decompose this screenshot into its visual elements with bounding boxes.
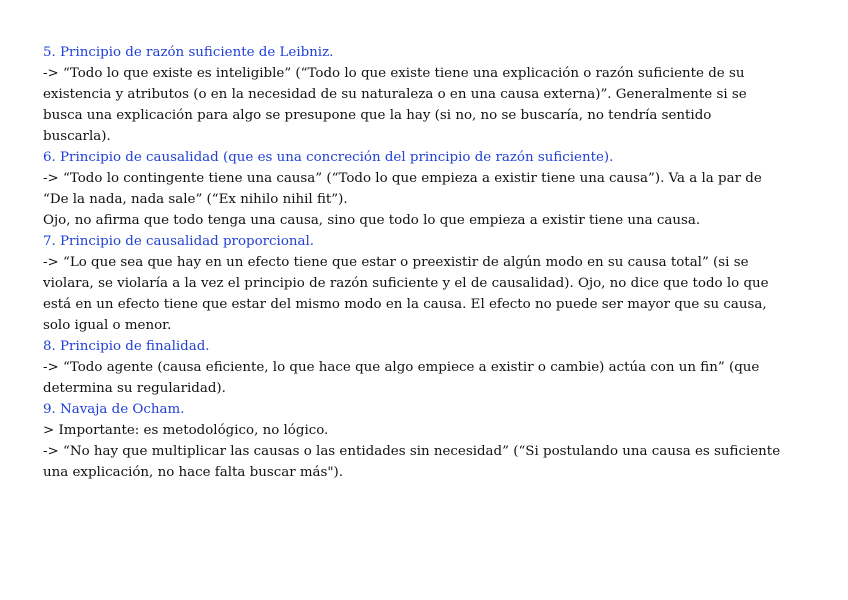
heading-causalidad-proporcional: 7. Principio de causalidad proporcional. <box>43 234 315 249</box>
heading-navaja-ocham: 9. Navaja de Ocham. <box>43 402 185 417</box>
text-line: -> “Todo lo que existe es inteligible” (“Todo lo que existe tiene una explicación o razón suficiente de su <box>43 66 745 81</box>
document-body <box>43 42 813 483</box>
text-line: violara, se violaría a la vez el principio de razón suficiente y el de causalidad). Ojo, no dice que todo lo que <box>43 276 769 291</box>
heading-razon-suficiente: 5. Principio de razón suficiente de Leibniz. <box>43 45 334 60</box>
text-line: existencia y atributos (o en la necesidad de su naturaleza o en una causa externa)”. Generalmente si se <box>43 87 747 102</box>
text-line: -> “Lo que sea que hay en un efecto tiene que estar o preexistir de algún modo en su causa total” (si se <box>43 255 749 270</box>
text-line: busca una explicación para algo se presupone que la hay (si no, no se buscaría, no tendría sentido <box>43 108 712 123</box>
text-line: determina su regularidad). <box>43 381 226 396</box>
heading-causalidad: 6. Principio de causalidad (que es una concreción del principio de razón suficiente). <box>43 150 614 165</box>
text-line: -> “No hay que multiplicar las causas o las entidades sin necesidad” (“Si postulando una causa es suficiente <box>43 444 781 459</box>
text-line: -> “Todo lo contingente tiene una causa” (“Todo lo que empieza a existir tiene una causa”). Va a la par de <box>43 171 762 186</box>
text-line: > Importante: es metodológico, no lógico. <box>43 423 329 438</box>
text-line: “De la nada, nada sale” (“Ex nihilo nihil fit”). <box>43 192 348 207</box>
text-line: está en un efecto tiene que estar del mismo modo en la causa. El efecto no puede ser mayor que su causa, <box>43 297 767 312</box>
text-line: buscarla). <box>43 129 111 144</box>
heading-finalidad: 8. Principio de finalidad. <box>43 339 210 354</box>
text-line: una explicación, no hace falta buscar más"). <box>43 465 344 480</box>
text-line: Ojo, no afirma que todo tenga una causa, sino que todo lo que empieza a existir tiene una causa. <box>43 213 701 228</box>
text-line: solo igual o menor. <box>43 318 172 333</box>
text-line: -> “Todo agente (causa eficiente, lo que hace que algo empiece a existir o cambie) actúa con un fin” (que <box>43 360 760 375</box>
